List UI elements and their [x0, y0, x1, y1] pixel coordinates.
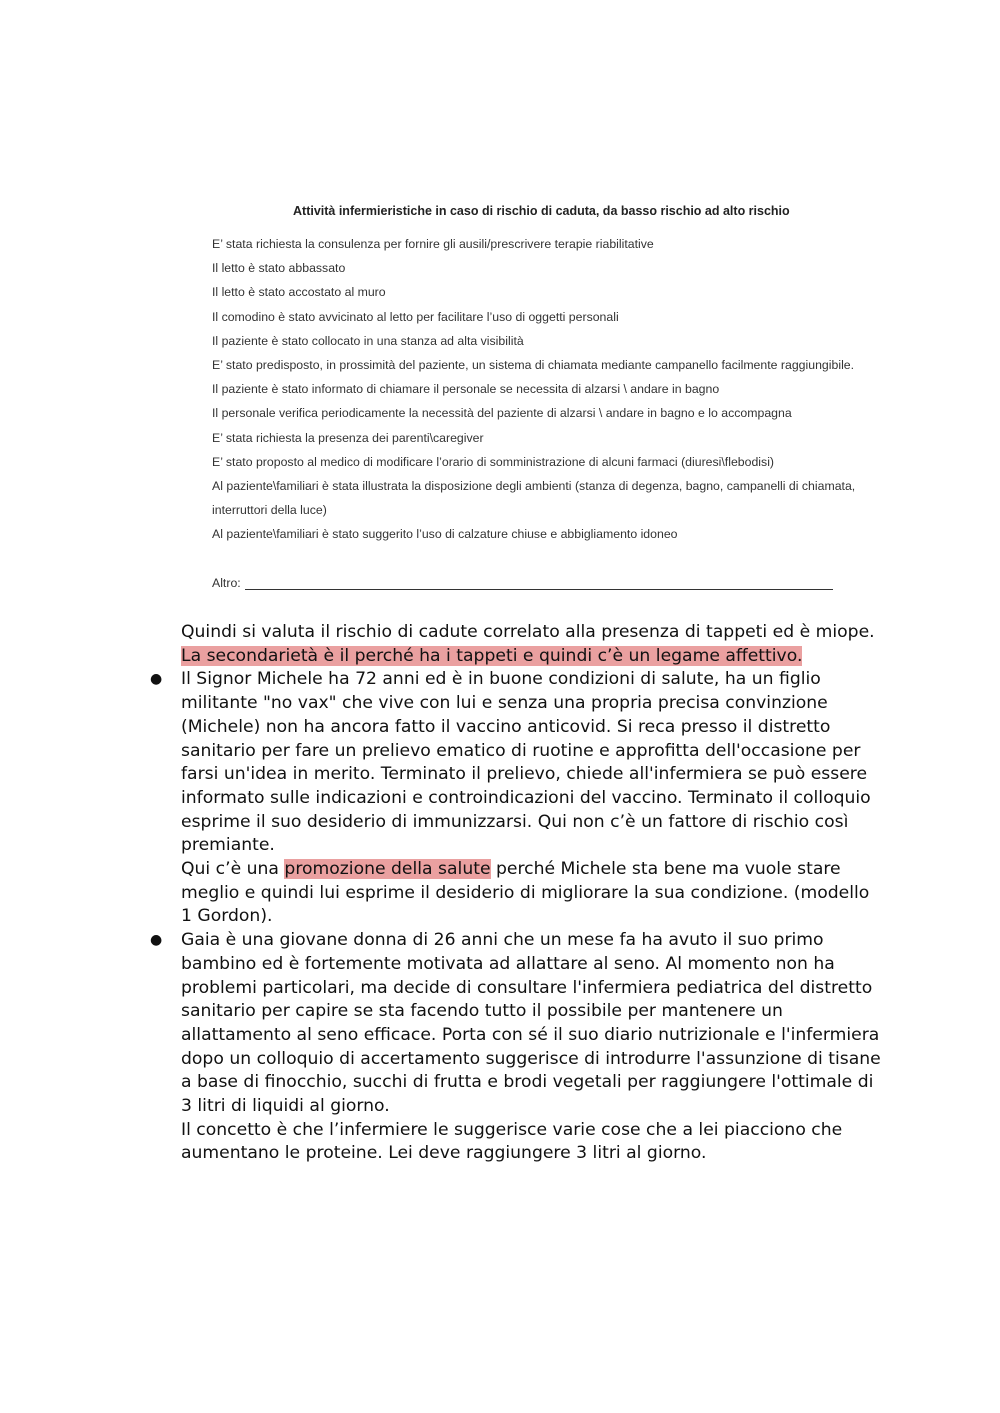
bullet-icon: ● — [150, 671, 163, 688]
case-gaia — [150, 929, 881, 1166]
checklist-item: interruttori della luce) — [212, 503, 327, 517]
bullet-icon: ● — [150, 932, 163, 949]
case-michele-note — [181, 858, 881, 929]
case-michele — [150, 668, 881, 929]
checklist-item: Il paziente è stato informato di chiamare il personale se necessita di alzarsi \ andare in bagno — [212, 382, 720, 396]
checklist-item: Il letto è stato accostato al muro — [212, 285, 386, 299]
checklist-item: Al paziente\familiari è stato suggerito l’uso di calzature chiuse e abbigliamento idoneo — [212, 527, 678, 541]
checklist-item: Il comodino è stato avvicinato al letto per facilitare l’uso di oggetti personali — [212, 310, 619, 324]
case-michele-note-b: perché Michele sta bene ma vuole stare meglio e quindi lui esprime il desiderio di migliorare la sua condizione. (modello 1 Gordon). — [181, 859, 870, 927]
checklist-item: Il letto è stato abbassato — [212, 261, 346, 275]
case-gaia-text: Gaia è una giovane donna di 26 anni che un mese fa ha avuto il suo primo bambino ed è fortemente motivata ad allattare al seno. Al momento non ha problemi particolari, ma decide di consultare l'infermiera pediatrica del distretto sanitario per capire se sta facendo tutto il possibile per mantenere un allattamento al seno efficace. Porta con sé il suo diario nutrizionale e l'infermiera dopo un colloquio di accertamento suggerisce di introdurre l'assunzione di tisane a base di finocchio, succhi di frutta e brodi vegetali per raggiungere l'ottimale di 3 litri di liquidi al giorno. — [181, 930, 881, 1117]
fall-risk-checklist-image — [205, 196, 920, 598]
checklist-item: E’ stata richiesta la consulenza per fornire gli ausili/prescrivere terapie riabilitative — [212, 237, 654, 251]
case-gaia-note: Il concetto è che l’infermiere le suggerisce varie cose che a lei piacciono che aumentano le proteine. Lei deve raggiungere 3 litri al giorno. — [181, 1119, 843, 1164]
intro-paragraph — [181, 621, 881, 668]
checklist-other-label: Altro: — [212, 576, 241, 590]
checklist-item: E’ stata richiesta la presenza dei parenti\caregiver — [212, 431, 484, 445]
case-michele-highlight: promozione della salute — [284, 859, 491, 880]
checklist-item: Il personale verifica periodicamente la necessità del paziente di alzarsi \ andare in bagno e lo accompagna — [212, 406, 792, 420]
intro-text: Quindi si valuta il rischio di cadute correlato alla presenza di tappeti ed è miope. — [181, 622, 875, 642]
checklist-item: Al paziente\familiari è stata illustrata la disposizione degli ambienti (stanza di degenza, bagno, campanelli di chiamata, — [212, 479, 856, 493]
checklist-item: Il paziente è stato collocato in una stanza ad alta visibilità — [212, 334, 524, 348]
case-michele-text: Il Signor Michele ha 72 anni ed è in buone condizioni di salute, ha un figlio militante "no vax" che vive con lui e senza una propria precisa convinzione (Michele) non ha ancora fatto il vaccino anticovid. Si reca presso il distretto sanitario per fare un prelievo ematico di ruotine e approfitta dell'occasione per farsi un'idea in merito. Terminato il prelievo, chiede all'infermiera se può essere informato sulle indicazioni e controindicazioni del vaccino. Terminato il colloquio esprime il suo desiderio di immunizzarsi. Qui non c’è un fattore di rischio così premiante. — [181, 669, 871, 856]
checklist-other-rule — [245, 589, 833, 590]
intro-highlight: La secondarietà è il perché ha i tappeti e quindi c’è un legame affettivo. — [181, 645, 803, 666]
notes-body — [150, 621, 881, 1166]
case-michele-note-a: Qui c’è una — [181, 859, 285, 880]
checklist-item: E’ stato proposto al medico di modificare l’orario di somministrazione di alcuni farmaci (diuresi\flebodisi) — [212, 455, 775, 469]
checklist-item: E’ stato predisposto, in prossimità del paziente, un sistema di chiamata mediante campanello facilmente raggiungibile. — [212, 358, 855, 372]
checklist-title: Attività infermieristiche in caso di rischio di caduta, da basso rischio ad alto rischio — [293, 204, 790, 218]
